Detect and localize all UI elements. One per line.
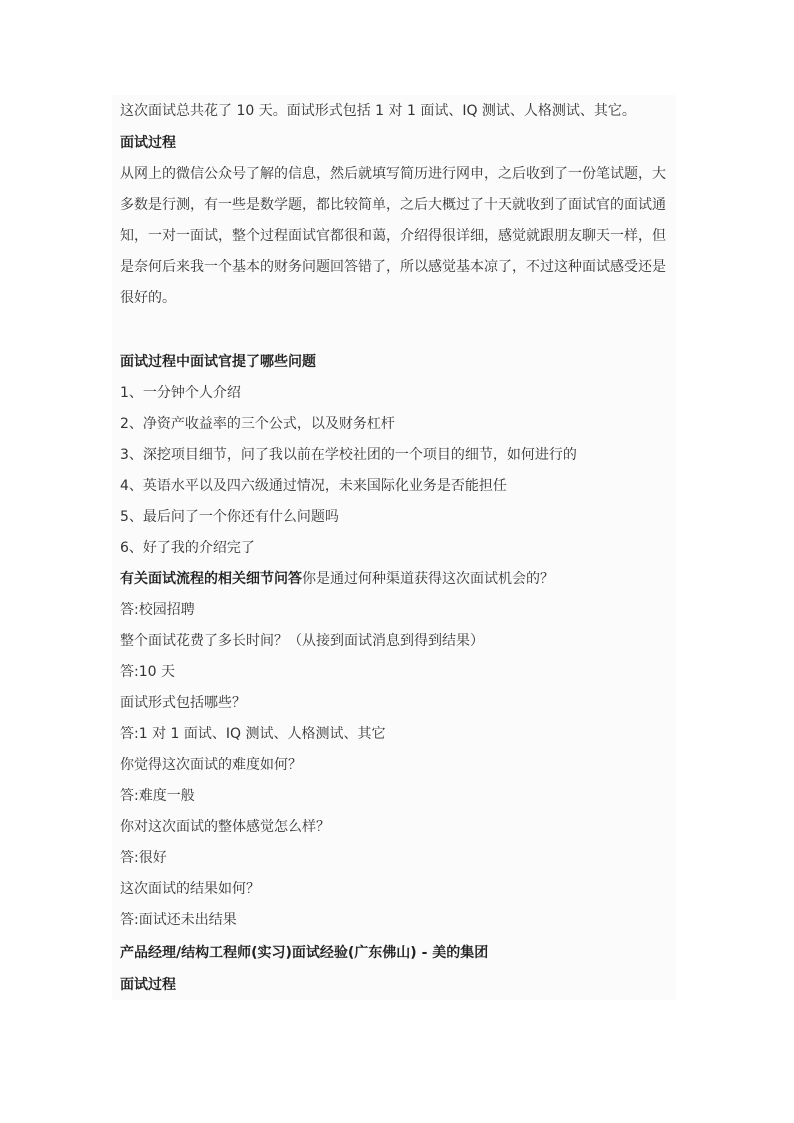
qa-first-line — [120, 569, 554, 589]
paragraph-line: 很好的。 — [120, 290, 176, 306]
qa-answer: 答:校园招聘 — [120, 602, 195, 618]
question-item: 4、英语水平以及四六级通过情况，未来国际化业务是否能担任 — [120, 478, 507, 494]
qa-answer: 答:很好 — [120, 850, 167, 866]
paragraph-line: 是奈何后来我一个基本的财务问题回答错了，所以感觉基本凉了，不过这种面试感受还是 — [120, 259, 666, 275]
qa-question: 你觉得这次面试的难度如何？ — [120, 757, 302, 773]
question-item: 3、深挖项目细节，问了我以前在学校社团的一个项目的细节，如何进行的 — [120, 447, 577, 463]
paragraph-line: 从网上的微信公众号了解的信息，然后就填写简历进行网申，之后收到了一份笔试题，大 — [120, 166, 666, 182]
qa-question: 你对这次面试的整体感觉怎么样？ — [120, 819, 330, 835]
next-article-title: 产品经理/结构工程师(实习)面试经验(广东佛山) - 美的集团 — [120, 945, 489, 961]
interview-process-paragraph — [120, 159, 670, 314]
question-item: 1、一分钟个人介绍 — [120, 385, 241, 401]
qa-answer: 答:10 天 — [120, 664, 175, 680]
qa-answer: 答:难度一般 — [120, 788, 195, 804]
qa-question: 面试形式包括哪些？ — [120, 695, 246, 711]
section-heading-interview-process-2: 面试过程 — [120, 977, 176, 993]
section-heading-qa: 有关面试流程的相关细节问答 — [120, 571, 302, 587]
paragraph-line: 多数是行测，有一些是数学题，都比较简单，之后大概过了十天就收到了面试官的面试通 — [120, 197, 666, 213]
question-item: 5、最后问了一个你还有什么问题吗 — [120, 509, 339, 525]
qa-question: 这次面试的结果如何？ — [120, 881, 260, 897]
qa-answer: 答:面试还未出结果 — [120, 912, 237, 928]
document-content — [112, 95, 676, 1000]
qa-answer: 答:1 对 1 面试、IQ 测试、人格测试、其它 — [120, 726, 386, 742]
question-item: 6、好了我的介绍完了 — [120, 540, 255, 556]
question-item: 2、净资产收益率的三个公式，以及财务杠杆 — [120, 416, 395, 432]
section-heading-questions: 面试过程中面试官提了哪些问题 — [120, 354, 316, 370]
paragraph-line: 知，一对一面试，整个过程面试官都很和蔼，介绍得很详细，感觉就跟朋友聊天一样，但 — [120, 228, 666, 244]
qa-question: 你是通过何种渠道获得这次面试机会的？ — [302, 571, 554, 587]
intro-text: 这次面试总共花了 10 天。面试形式包括 1 对 1 面试、IQ 测试、人格测试、其它。 — [120, 103, 636, 119]
qa-question: 整个面试花费了多长时间？（从接到面试消息到得到结果） — [120, 633, 484, 649]
section-heading-interview-process: 面试过程 — [120, 135, 176, 151]
